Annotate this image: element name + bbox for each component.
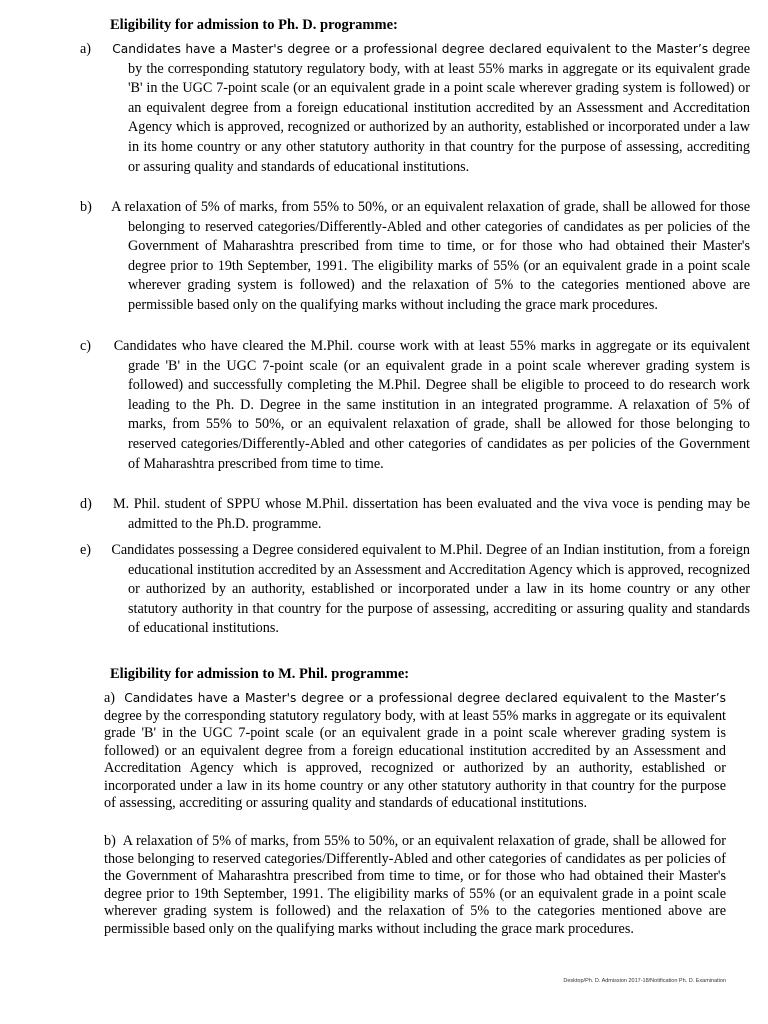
phd-item-b: b) A relaxation of 5% of marks, from 55% to 50%, or an equivalent relaxation of grade, shall be allowed for those belonging to reserved categories/Differently-Abled and other categories of candidates as per policies of the Government of Maharashtra prescribed from time to time, or for those who had obtained their Master's degree prior to 19th September, 1991. The eligibility marks of 55% (or an equivalent grade in a point scale wherever grading system is followed) and the relaxation of 5% to the categories mentioned above are permissible based only on the qualifying marks without including the grace mark procedures. [80,199,751,313]
phd-item-c: c) Candidates who have cleared the M.Phil. course work with at least 55% marks in aggregate or its equivalent grade 'B' in the UGC 7-point scale (or an equivalent grade in a point scale wherever grading system is followed) and successfully completing the M.Phil. Degree shall be eligible to proceed to do research work leading to the Ph. D. Degree in the same institution in an integrated programme. A relaxation of 5% of marks, from 55% to 50%, or an equivalent relaxation of grade, shall be allowed for those belonging to reserved categories/Differently-Abled and other categories of candidates as per policies of the Government of Maharashtra prescribed from time to time. [80,338,750,472]
mphil-item-a-lead: Candidates have a Master's degree or a professional degree declared equivalent to the Master’s [124,691,726,705]
phd-item-d: d) M. Phil. student of SPPU whose M.Phil. dissertation has been evaluated and the viva voce is pending may be admitted to the Ph.D. programme. [80,496,751,532]
phd-eligibility-heading: Eligibility for admission to Ph. D. programme: [110,17,398,33]
phd-item-a-text: degree by the corresponding statutory regulatory body, with at least 55% marks in aggregate or its equivalent grade 'B' in the UGC 7-point scale (or an equivalent grade in a point scale wherever grading system is followed) or an equivalent degree from a foreign educational institution accredited by an Assessment and Accreditation Agency which is approved, recognized or authorized by an authority, established or incorporated under a law in its home country or any other statutory authority in that country for the purpose of assessing, accrediting or assuring quality and standards of educational institutions. [128,41,751,175]
footer-file-path: Desktop/Ph. D. Admission 2017-18/Notification Ph. D. Examination [563,978,726,984]
mphil-item-a [104,690,726,813]
mphil-item-a-text: degree by the corresponding statutory regulatory body, with at least 55% marks in aggregate or its equivalent grade 'B' in the UGC 7-point scale (or an equivalent grade in a point scale wherever grading system is followed) or an equivalent degree from a foreign educational institution accredited by an Assessment and Accreditation Agency which is approved, recognized or authorized by an authority, established or incorporated under a law in its home country or any other statutory authority in that country for the purpose of assessing, accrediting or assuring quality and standards of educational institutions. [104,707,726,811]
phd-item-a: a) Candidates have a Master's degree or a professional degree declared equivalent to the Master’s degree by the corresponding statutory regulatory body, with at least 55% marks in aggregate or its equivalent grade 'B' in the UGC 7-point scale (or an equivalent grade in a point scale wherever grading system is followed) or an equivalent degree from a foreign educational institution accredited by an Assessment and Accreditation Agency which is approved, recognized or authorized by an authority, established or incorporated under a law in its home country or any other statutory authority in that country for the purpose of assessing, accrediting or assuring quality and standards of educational institutions. [80,41,751,175]
mphil-eligibility-heading: Eligibility for admission to M. Phil. programme: [110,666,410,682]
mphil-item-b [104,833,726,938]
phd-item-e: e) Candidates possessing a Degree considered equivalent to M.Phil. Degree of an Indian institution, from a foreign educational institution accredited by an Assessment and Accreditation Agency which is approved, recognized or authorized by an authority, established or incorporated under a law in its home country or any other statutory authority in that country for the purpose of assessing, accrediting or assuring quality and standards of educational institutions. [80,542,751,637]
phd-item-d-text: M. Phil. student of SPPU whose M.Phil. dissertation has been evaluated and the viva voce is pending may be admitted to the Ph.D. programme. [113,496,751,532]
mphil-item-b-marker: b) [104,833,116,849]
phd-item-a-lead: Candidates have a Master's degree or a professional degree declared equivalent to the Master’s [112,42,709,56]
phd-item-e-text: Candidates possessing a Degree considered equivalent to M.Phil. Degree of an Indian institution, from a foreign educational institution accredited by an Assessment and Accreditation Agency which is approved, recognized or authorized by an authority, established or incorporated under a law in its home country or any other statutory authority in that country for the purpose of assessing, accrediting or assuring quality and standards of educational institutions. [111,542,751,637]
mphil-item-a-marker: a) [104,690,116,706]
phd-item-c-text: Candidates who have cleared the M.Phil. course work with at least 55% marks in aggregate or its equivalent grade 'B' in the UGC 7-point scale (or an equivalent grade in a point scale wherever grading system is followed) and successfully completing the M.Phil. Degree shall be eligible to proceed to do research work leading to the Ph. D. Degree in the same institution in an integrated programme. A relaxation of 5% of marks, from 55% to 50%, or an equivalent relaxation of grade, shall be allowed for those belonging to reserved categories/Differently-Abled and other categories of candidates as per policies of the Government of Maharashtra prescribed from time to time. [113,338,750,472]
mphil-item-b-text: A relaxation of 5% of marks, from 55% to 50%, or an equivalent relaxation of grade, shall be allowed for those belonging to reserved categories/Differently-Abled and other categories of candidates as per policies of the Government of Maharashtra prescribed from time to time, or for those who had obtained their Master's degree prior to 19th September, 1991. The eligibility marks of 55% (or an equivalent grade in a point scale wherever grading system is followed) and the relaxation of 5% to the categories mentioned above are permissible based only on the qualifying marks without including the grace mark procedures. [104,833,726,937]
phd-item-b-text: A relaxation of 5% of marks, from 55% to 50%, or an equivalent relaxation of grade, shall be allowed for those belonging to reserved categories/Differently-Abled and other categories of candidates as per policies of the Government of Maharashtra prescribed from time to time, or for those who had obtained their Master's degree prior to 19th September, 1991. The eligibility marks of 55% (or an equivalent grade in a point scale wherever grading system is followed) and the relaxation of 5% to the categories mentioned above are permissible based only on the qualifying marks without including the grace mark procedures. [111,199,751,313]
